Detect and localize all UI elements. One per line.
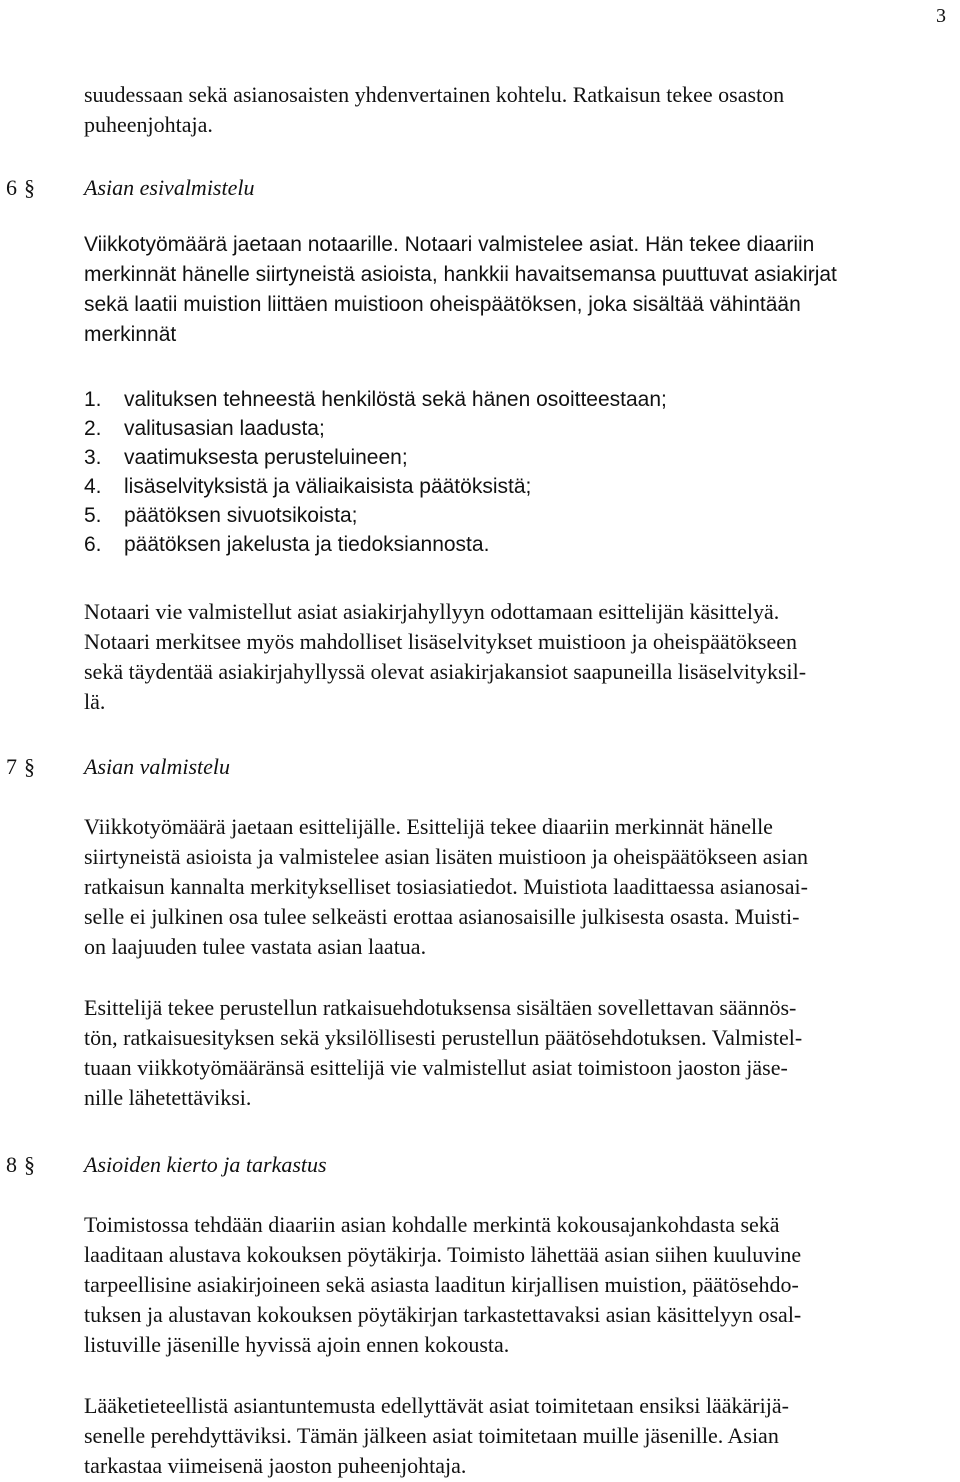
text-line: Toimistossa tehdään diaariin asian kohdalle merkintä kokousajankohdasta sekä bbox=[84, 1212, 780, 1237]
text-line: sekä täydentää asiakirjahyllyssä olevat asiakirjakansiot saapuneilla lisäselvityksil- bbox=[84, 659, 807, 684]
text-line: siirtyneistä asioista ja valmistelee asian lisäten muistioon ja oheispäätökseen asian bbox=[84, 844, 808, 869]
section-8-paragraph-2 bbox=[84, 1391, 944, 1481]
section-6-heading bbox=[6, 173, 906, 203]
text-line: suudessaan sekä asianosaisten yhdenvertainen kohtelu. Ratkaisun tekee osaston bbox=[84, 82, 785, 107]
section-symbol: § bbox=[24, 754, 35, 779]
section-number: 6 bbox=[6, 175, 17, 200]
section-title: Asian esivalmistelu bbox=[84, 175, 255, 200]
intro-paragraph bbox=[84, 80, 944, 140]
section-7-heading bbox=[6, 752, 906, 782]
section-6-paragraph-1 bbox=[84, 230, 944, 350]
list-item: 4. lisäselvityksistä ja väliaikaisista päätöksistä; bbox=[84, 475, 532, 498]
text-line: puheenjohtaja. bbox=[84, 112, 213, 137]
section-symbol: § bbox=[24, 175, 35, 200]
text-line: merkinnät bbox=[84, 323, 177, 346]
page-number: 3 bbox=[936, 5, 946, 27]
section-7-paragraph-1 bbox=[84, 812, 944, 962]
section-8-paragraph-1 bbox=[84, 1210, 944, 1360]
section-symbol: § bbox=[24, 1152, 35, 1177]
text-line: merkinnät hänelle siirtyneistä asioista, hankkii havaitsemansa puuttuvat asiakirjat bbox=[84, 263, 837, 286]
text-line: Viikkotyömäärä jaetaan notaarille. Notaari valmistelee asiat. Hän tekee diaariin bbox=[84, 233, 815, 256]
section-title: Asioiden kierto ja tarkastus bbox=[84, 1152, 327, 1177]
text-line: tön, ratkaisuesityksen sekä yksilöllisesti perustellun päätösehdotuksen. Valmistel- bbox=[84, 1025, 803, 1050]
list-item: 1. valituksen tehneestä henkilöstä sekä hänen osoitteestaan; bbox=[84, 388, 667, 411]
text-line: sekä laatii muistion liittäen muistioon oheispäätöksen, joka sisältää vähintään bbox=[84, 293, 801, 316]
section-title: Asian valmistelu bbox=[84, 754, 231, 779]
text-line: senelle perehdyttäviksi. Tämän jälkeen asiat toimitetaan muille jäsenille. Asian bbox=[84, 1423, 779, 1448]
list-item: 2. valitusasian laadusta; bbox=[84, 417, 325, 440]
section-number: 8 bbox=[6, 1152, 17, 1177]
section-6-paragraph-2 bbox=[84, 597, 944, 717]
text-line: Lääketieteellistä asiantuntemusta edellyttävät asiat toimitetaan ensiksi lääkärijä- bbox=[84, 1393, 789, 1418]
list-item: 5. päätöksen sivuotsikoista; bbox=[84, 504, 358, 527]
text-line: Notaari vie valmistellut asiat asiakirjahyllyyn odottamaan esittelijän käsittelyä. bbox=[84, 599, 780, 624]
section-7-paragraph-2 bbox=[84, 993, 944, 1113]
text-line: on laajuuden tulee vastata asian laatua. bbox=[84, 934, 427, 959]
text-line: laaditaan alustava kokouksen pöytäkirja. Toimisto lähettää asian siihen kuuluvine bbox=[84, 1242, 802, 1267]
text-line: listuville jäsenille hyvissä ajoin ennen kokousta. bbox=[84, 1332, 510, 1357]
text-line: selle ei julkinen osa tulee selkeästi erottaa asianosaisille julkisesta osasta. Muisti- bbox=[84, 904, 800, 929]
list-item: 3. vaatimuksesta perusteluineen; bbox=[84, 446, 408, 469]
text-line: tuaan viikkotyömääränsä esittelijä vie valmistellut asiat toimistoon jaoston jäse- bbox=[84, 1055, 788, 1080]
text-line: nille lähetettäviksi. bbox=[84, 1085, 252, 1110]
text-line: Notaari merkitsee myös mahdolliset lisäselvitykset muistioon ja oheispäätökseen bbox=[84, 629, 798, 654]
text-line: ratkaisun kannalta merkitykselliset tosiasiatiedot. Muistiota laadittaessa asianosai- bbox=[84, 874, 808, 899]
text-line: Esittelijä tekee perustellun ratkaisuehdotuksensa sisältäen sovellettavan säännös- bbox=[84, 995, 797, 1020]
text-line: lä. bbox=[84, 689, 106, 714]
text-line: tarpeellisine asiakirjoineen sekä asiasta laaditun kirjallisen muistion, päätösehdo- bbox=[84, 1272, 799, 1297]
text-line: tuksen ja alustavan kokouksen pöytäkirjan tarkastettavaksi asian käsittelyyn osal- bbox=[84, 1302, 802, 1327]
section-8-heading bbox=[6, 1150, 906, 1180]
section-6-list bbox=[84, 385, 944, 559]
text-line: tarkastaa viimeisenä jaoston puheenjohtaja. bbox=[84, 1453, 467, 1478]
text-line: Viikkotyömäärä jaetaan esittelijälle. Esittelijä tekee diaariin merkinnät hänelle bbox=[84, 814, 773, 839]
section-number: 7 bbox=[6, 754, 17, 779]
list-item: 6. päätöksen jakelusta ja tiedoksiannosta. bbox=[84, 533, 490, 556]
